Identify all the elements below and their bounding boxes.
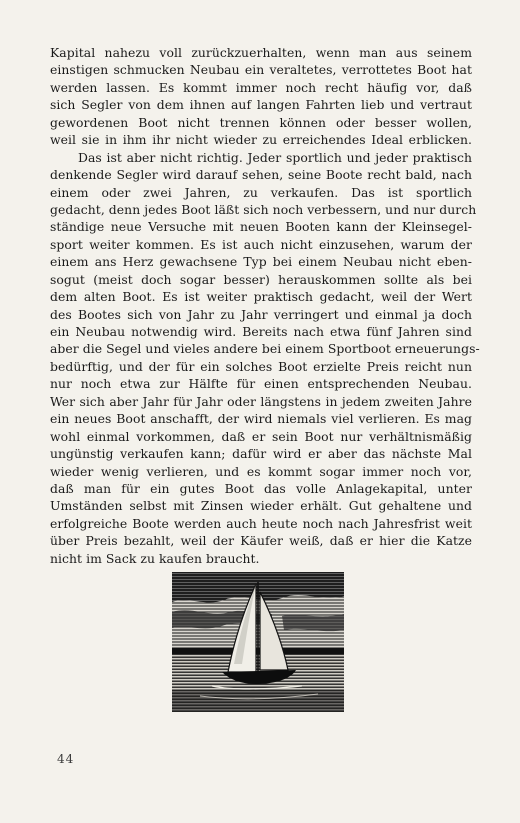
text-line: aber die Segel und vieles andere bei einem Sportboot erneuerungs- (50, 341, 480, 357)
text-line: ungünstig verkaufen kann; dafür wird er aber das nächste Mal (50, 446, 472, 462)
text-line: ein Neubau notwendig wird. Bereits nach etwa fünf Jahren sind (50, 324, 472, 339)
sailboat-engraving-icon (172, 572, 344, 712)
text-line: einem oder zwei Jahren, zu verkaufen. Das ist sportlich (50, 184, 472, 200)
text-line: nur noch etwa zur Hälfte für einen entsprechenden Neubau. (50, 376, 472, 392)
text-line: Wer sich aber Jahr für Jahr oder längstens in jedem zweiten Jahre (50, 393, 472, 409)
text-line: gewordenen Boot nicht trennen können oder besser wollen, (50, 114, 472, 130)
text-line: des Bootes sich von Jahr zu Jahr verringert und einmal ja doch (50, 306, 472, 322)
text-line: dem alten Boot. Es ist weiter praktisch gedacht, weil der Wert (50, 289, 472, 305)
text-line: ein neues Boot anschafft, der wird niemals viel verlieren. Es mag (50, 411, 472, 427)
text-line: Das ist aber nicht richtig. Jeder sportlich und jeder praktisch (78, 149, 472, 165)
text-line: sich Segler von dem ihnen auf langen Fahrten lieb und vertraut (50, 97, 472, 113)
text-line: nicht im Sack zu kaufen braucht. (50, 550, 260, 566)
text-line: werden lassen. Es kommt immer noch recht häufig vor, daß (50, 79, 472, 95)
text-line: wohl einmal vorkommen, daß er sein Boot nur verhältnismäßig (50, 428, 472, 444)
page-number: 44 (57, 752, 75, 766)
text-line: sogut (meist doch sogar besser) herauskommen sollte als bei (50, 271, 472, 287)
text-line: erfolgreiche Boote werden auch heute noch nach Jahresfrist weit (50, 515, 472, 531)
text-line: gedacht, denn jedes Boot läßt sich noch verbessern, und nur durch (50, 201, 477, 217)
text-line: weil sie in ihm ihr nicht wieder zu erreichendes Ideal erblicken. (50, 132, 472, 148)
text-line: ständige neue Versuche mit neuen Booten kann der Kleinsegel- (50, 219, 472, 235)
text-line: bedürftig, und der für ein solches Boot erzielte Preis reicht nun (50, 358, 472, 374)
text-line: denkende Segler wird darauf sehen, seine Boote recht bald, nach (50, 167, 472, 183)
text-line: wieder wenig verlieren, und es kommt sogar immer noch vor, (50, 463, 472, 479)
text-line: sport weiter kommen. Es ist auch nicht einzusehen, warum der (50, 236, 472, 252)
text-line: daß man für ein gutes Boot das volle Anlagekapital, unter (50, 480, 472, 496)
text-line: Umständen selbst mit Zinsen wieder erhält. Gut gehaltene und (50, 498, 472, 514)
text-line: Kapital nahezu voll zurückzuerhalten, wenn man aus seinem (50, 45, 472, 60)
body-text (50, 44, 480, 567)
text-line: einem ans Herz gewachsene Typ bei einem Neubau nicht eben- (50, 254, 472, 270)
text-line: einstigen schmucken Neubau ein veraltetes, verrottetes Boot hat (50, 62, 472, 78)
text-line: über Preis bezahlt, weil der Käufer weiß, daß er hier die Katze (50, 533, 472, 549)
